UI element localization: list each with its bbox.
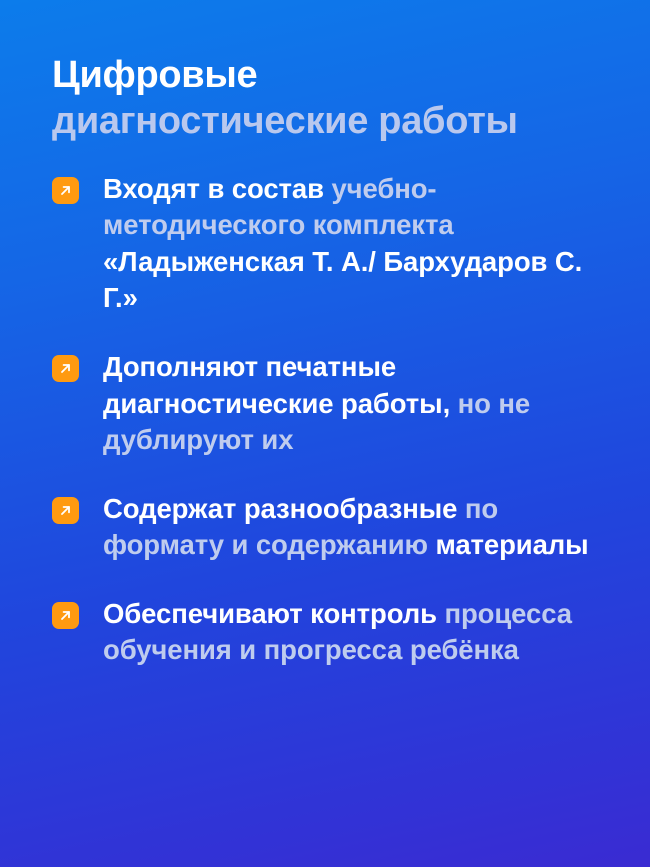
- list-item-text-part: «Ладыженская Т. А./ Бархударов С. Г.»: [103, 245, 583, 314]
- list-item: [52, 596, 602, 669]
- page-title: [52, 52, 602, 145]
- arrow-up-right-icon: [52, 177, 79, 204]
- page-title-line-1: Цифровые: [52, 54, 258, 96]
- feature-list: [52, 171, 602, 669]
- list-item-text-part: учебно-методического комплекта: [103, 172, 454, 241]
- list-item-text-part: Обеспечивают контроль: [103, 597, 445, 629]
- list-item-text-part: Входят в состав: [103, 172, 332, 204]
- list-item-text-part: Дополняют печатные диагностические работы,: [103, 350, 458, 419]
- page-title-line-2: диагностические работы: [52, 100, 518, 143]
- list-item-text: [103, 491, 602, 564]
- list-item: [52, 491, 602, 564]
- list-item-text-part: по формату и содержанию: [103, 492, 499, 561]
- arrow-up-right-icon: [52, 497, 79, 524]
- list-item-text: [103, 349, 602, 459]
- arrow-up-right-icon: [52, 355, 79, 382]
- arrow-up-right-icon: [52, 602, 79, 629]
- list-item-text-part: но не дублируют их: [103, 387, 531, 456]
- list-item-text-part: материалы: [435, 529, 589, 561]
- list-item-text: [103, 171, 602, 317]
- list-item: [52, 349, 602, 459]
- list-item: [52, 171, 602, 317]
- list-item-text-part: процесса обучения и прогресса ребёнка: [103, 597, 572, 666]
- list-item-text-part: Содержат разнообразные: [103, 492, 465, 524]
- list-item-text: [103, 596, 602, 669]
